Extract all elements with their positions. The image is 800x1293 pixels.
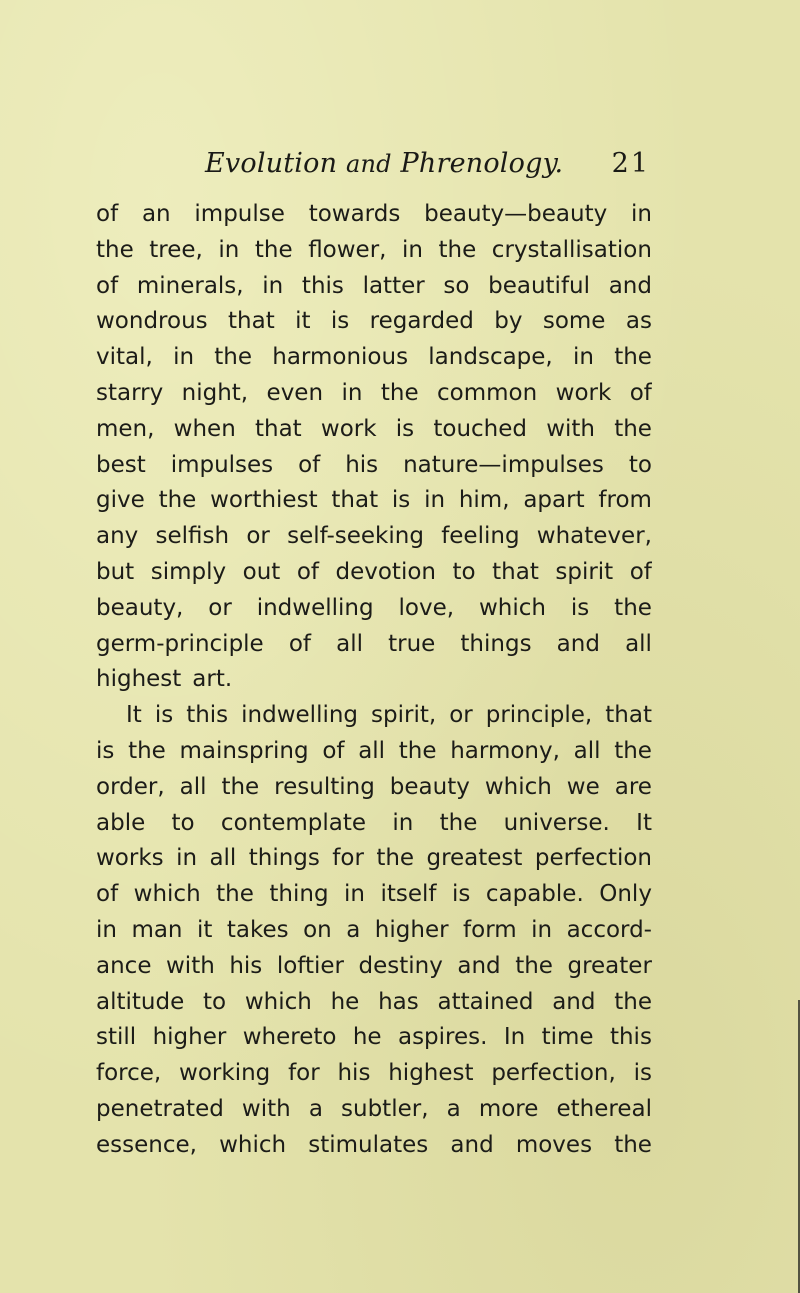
word: all: [358, 737, 386, 764]
word: subtler,: [341, 1095, 429, 1122]
word: itself: [380, 881, 437, 908]
text-line: [96, 698, 652, 734]
word: that: [254, 415, 302, 442]
word: are: [614, 773, 652, 800]
word: the: [614, 344, 652, 371]
word: which: [484, 773, 552, 800]
word: this: [186, 702, 229, 729]
word: the: [614, 737, 652, 764]
word: perfection: [534, 845, 652, 872]
word: work: [555, 379, 612, 406]
running-head-title-part2: Phrenology.: [400, 148, 564, 179]
word: to: [171, 809, 195, 836]
word: from: [598, 487, 652, 514]
word: is: [570, 594, 590, 621]
word: beauty: [389, 773, 470, 800]
word: the: [614, 415, 652, 442]
word: in: [262, 272, 284, 299]
word: this: [301, 272, 344, 299]
word: feeling: [441, 523, 520, 550]
word: ance: [96, 952, 152, 979]
word: thing: [269, 881, 329, 908]
word: works: [96, 845, 164, 872]
text-line: [96, 555, 652, 591]
word: highest: [96, 666, 182, 693]
text-line: [96, 376, 652, 412]
word: more: [478, 1095, 539, 1122]
word: that: [605, 702, 652, 729]
word: beautiful: [488, 272, 591, 299]
text-line: [96, 233, 652, 269]
word: selfish: [155, 523, 230, 550]
word: universe.: [503, 809, 610, 836]
word: all: [573, 737, 601, 764]
word: which: [244, 988, 312, 1015]
word: the: [614, 1131, 652, 1158]
word: In: [503, 1024, 526, 1051]
text-line: [96, 627, 652, 663]
text-line: [96, 448, 652, 484]
word: in: [572, 344, 594, 371]
word: the: [214, 344, 253, 371]
word: of: [288, 630, 311, 657]
word: devotion: [335, 558, 436, 585]
word: is: [391, 487, 411, 514]
text-line: [96, 1056, 652, 1092]
word: love,: [398, 594, 455, 621]
word: the: [439, 809, 478, 836]
word: that: [331, 487, 379, 514]
word: as: [625, 308, 652, 335]
word: the: [221, 773, 260, 800]
word: working: [179, 1060, 271, 1087]
word: of: [298, 451, 321, 478]
word: in: [402, 236, 423, 263]
word: the: [96, 236, 134, 263]
word: we: [566, 773, 600, 800]
word: wondrous: [96, 308, 208, 335]
word: a: [446, 1095, 461, 1122]
word: in: [392, 809, 414, 836]
word: harmony,: [450, 737, 560, 764]
word: the: [128, 737, 166, 764]
word: an: [141, 201, 171, 227]
text-line: [96, 304, 652, 340]
word: which: [219, 1131, 287, 1158]
word: of: [296, 558, 319, 585]
word: for: [288, 1060, 320, 1087]
word: man: [131, 916, 183, 943]
word: higher: [152, 1024, 227, 1051]
word: all: [625, 630, 652, 657]
word: things: [248, 845, 320, 872]
word: towards: [308, 201, 401, 227]
text-line: [96, 841, 652, 877]
word: with: [241, 1095, 291, 1122]
word: contemplate: [220, 809, 367, 836]
word: greatest: [426, 845, 523, 872]
word: the: [614, 988, 652, 1015]
word: in: [344, 881, 366, 908]
word: of: [96, 272, 119, 299]
word: and: [450, 1131, 494, 1158]
word: is: [96, 737, 115, 764]
word: beauty—beauty: [424, 201, 608, 227]
word: which: [478, 594, 546, 621]
text-line: [96, 985, 652, 1021]
word: greater: [567, 952, 652, 979]
word: moves: [515, 1131, 593, 1158]
word: of: [629, 379, 652, 406]
word: out: [242, 558, 281, 585]
word: vital,: [96, 344, 153, 371]
word: flower,: [308, 236, 387, 263]
word: the: [376, 845, 415, 872]
text-line: [96, 1128, 652, 1164]
word: whatever,: [536, 523, 652, 550]
word: even: [266, 379, 324, 406]
running-head: [205, 148, 650, 188]
word: the: [398, 737, 437, 764]
word: in: [96, 916, 117, 943]
text-line: [96, 340, 652, 376]
word: stimulates: [308, 1131, 429, 1158]
word: is: [452, 881, 471, 908]
word: altitude: [96, 988, 185, 1015]
word: it: [295, 308, 311, 335]
word: in: [341, 379, 363, 406]
word: and: [608, 272, 652, 299]
word: force,: [96, 1060, 162, 1087]
word: impulses: [170, 451, 274, 478]
word: landscape,: [428, 344, 553, 371]
word: or: [246, 523, 270, 550]
word: Only: [599, 881, 652, 908]
word: the: [216, 881, 254, 908]
word: beauty,: [96, 594, 184, 621]
word: the: [438, 236, 477, 263]
word: so: [443, 272, 470, 299]
word: touched: [433, 415, 527, 442]
word: is: [633, 1060, 652, 1087]
word: is: [154, 702, 174, 729]
word: perfection,: [491, 1060, 616, 1087]
word: time: [541, 1024, 594, 1051]
word: higher: [374, 916, 449, 943]
word: for: [332, 845, 364, 872]
word: that: [492, 558, 539, 585]
text-line: [96, 877, 652, 913]
word: is: [330, 308, 350, 335]
word: and: [457, 952, 501, 979]
word: penetrated: [96, 1095, 224, 1122]
word: spirit: [555, 558, 614, 585]
word: capable.: [485, 881, 584, 908]
word: form: [463, 916, 517, 943]
word: loftier: [276, 952, 344, 979]
word: and: [556, 630, 600, 657]
text-line: [96, 770, 652, 806]
word: art.: [192, 666, 233, 693]
word: men,: [96, 415, 155, 442]
word: and: [552, 988, 596, 1015]
word: starry: [96, 379, 164, 406]
word: his: [337, 1060, 371, 1087]
word: by: [494, 308, 523, 335]
text-line: [96, 519, 652, 555]
word: to: [203, 988, 227, 1015]
word: of: [322, 737, 345, 764]
word: it: [196, 916, 213, 943]
word: ethereal: [556, 1095, 652, 1122]
word: order,: [96, 773, 165, 800]
word: destiny: [358, 952, 443, 979]
word: this: [609, 1024, 652, 1051]
word: some: [542, 308, 606, 335]
word: to: [628, 451, 652, 478]
word: him,: [458, 487, 510, 514]
word: night,: [181, 379, 249, 406]
word: resulting: [274, 773, 375, 800]
word: crystallisation: [491, 236, 652, 263]
word: apart: [523, 487, 585, 514]
word: in: [218, 236, 240, 263]
word: essence,: [96, 1131, 197, 1158]
word: with: [546, 415, 595, 442]
word: of: [96, 201, 119, 227]
word: he: [352, 1024, 382, 1051]
word: on: [303, 916, 332, 943]
word: principle,: [485, 702, 593, 729]
word: attained: [437, 988, 534, 1015]
word: true: [388, 630, 436, 657]
page-number: 21: [611, 148, 650, 179]
word: things: [460, 630, 532, 657]
running-head-title-and: and: [345, 150, 392, 178]
text-line: [96, 806, 652, 842]
word: indwelling: [256, 594, 374, 621]
text-line: [96, 662, 652, 698]
word: has: [378, 988, 419, 1015]
running-head-title: [205, 148, 563, 179]
running-head-title-part1: Evolution: [205, 148, 338, 179]
word: takes: [226, 916, 289, 943]
word: with: [166, 952, 215, 979]
word: all: [209, 845, 237, 872]
body-text: [96, 197, 652, 1164]
word: the: [380, 379, 419, 406]
text-line: [96, 1092, 652, 1128]
word: self-seeking: [287, 523, 424, 550]
word: in: [531, 916, 553, 943]
word: a: [346, 916, 361, 943]
word: mainspring: [179, 737, 309, 764]
word: give: [96, 487, 145, 514]
word: the: [158, 487, 197, 514]
word: spirit,: [371, 702, 437, 729]
word: any: [96, 523, 139, 550]
word: his: [229, 952, 263, 979]
word: to: [452, 558, 476, 585]
word: still: [96, 1024, 137, 1051]
text-line: [96, 913, 652, 949]
text-line: [96, 949, 652, 985]
word: accord-: [566, 916, 652, 943]
word: or: [208, 594, 232, 621]
word: best: [96, 451, 146, 478]
word: when: [173, 415, 236, 442]
word: It: [126, 702, 142, 729]
word: a: [308, 1095, 323, 1122]
word: worthiest: [210, 487, 318, 514]
word: minerals,: [136, 272, 244, 299]
text-line: [96, 197, 652, 233]
word: of: [629, 558, 652, 585]
word: he: [330, 988, 360, 1015]
word: simply: [150, 558, 227, 585]
word: impulse: [194, 201, 285, 227]
word: highest: [388, 1060, 474, 1087]
word: aspires.: [397, 1024, 488, 1051]
word: regarded: [369, 308, 474, 335]
word: is: [395, 415, 415, 442]
word: in: [173, 344, 195, 371]
word: which: [133, 881, 201, 908]
word: indwelling: [241, 702, 359, 729]
word: all: [336, 630, 363, 657]
text-line: [96, 1020, 652, 1056]
word: that: [228, 308, 275, 335]
text-line: [96, 412, 652, 448]
word: able: [96, 809, 146, 836]
text-line: [96, 269, 652, 305]
word: tree,: [149, 236, 203, 263]
text-line: [96, 591, 652, 627]
word: of: [96, 881, 119, 908]
word: all: [179, 773, 207, 800]
word: nature—impulses: [403, 451, 604, 478]
word: common: [437, 379, 538, 406]
word: in: [424, 487, 446, 514]
word: work: [320, 415, 377, 442]
word: his: [345, 451, 379, 478]
text-line: [96, 734, 652, 770]
text-line: [96, 483, 652, 519]
word: but: [96, 558, 135, 585]
word: whereto: [242, 1024, 337, 1051]
word: germ-principle: [96, 630, 264, 657]
word: in: [631, 201, 652, 227]
word: the: [614, 594, 652, 621]
word: harmonious: [272, 344, 409, 371]
word: latter: [362, 272, 425, 299]
word: or: [449, 702, 473, 729]
word: in: [176, 845, 198, 872]
word: It: [636, 809, 652, 836]
word: the: [254, 236, 293, 263]
word: the: [515, 952, 553, 979]
